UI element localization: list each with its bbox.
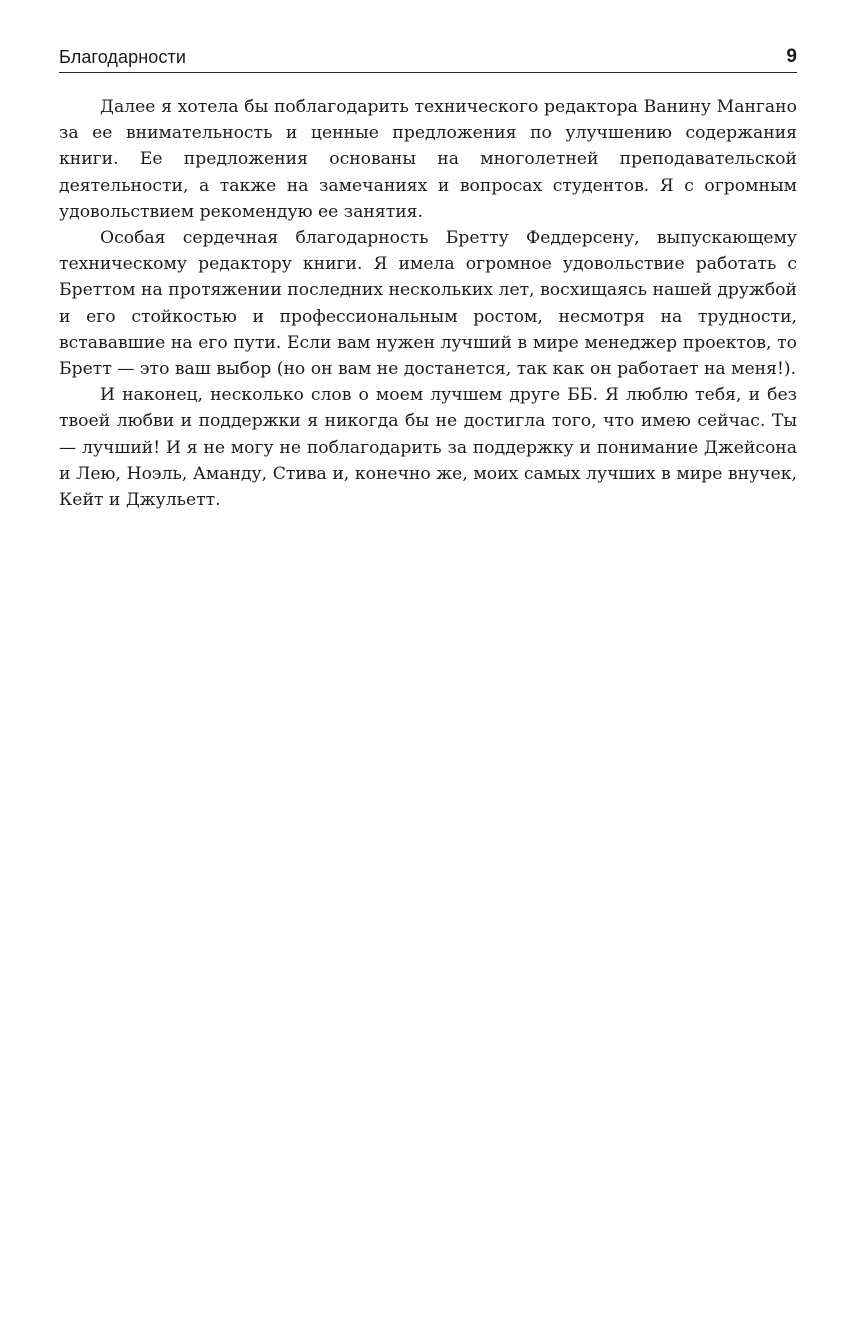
- paragraph-family: И наконец, несколько слов о моем лучшем друге ББ. Я люблю тебя, и без твоей любви и поддержки я никогда бы не достигла того, что имею сейчас. Ты — лучший! И я не могу не поблагодарить за поддержку и понимание Джейсона и Лею, Ноэль, Аманду, Стива и, конечно же, моих самых лучших в мире внучек, Кейт и Джульетт.: [59, 385, 797, 511]
- running-title: Благодарности: [59, 47, 186, 67]
- page-number: 9: [786, 46, 797, 67]
- paragraph-executive-editor: Особая сердечная благодарность Бретту Феддерсену, выпускающему техническому редактору книги. Я имела огромное удовольствие работать с Бреттом на протяжении последних нескольких лет, восхищаясь нашей дружбой и его стойкостью и профессиональным ростом, несмотря на трудности, встававшие на его пути. Если вам нужен лучший в мире менеджер проектов, то Бретт — это ваш выбор (но он вам не достанется, так как он работает на меня!).: [59, 228, 797, 380]
- body-text: [59, 94, 797, 513]
- running-header: [59, 44, 797, 73]
- paragraph-technical-editor: Далее я хотела бы поблагодарить технического редактора Ванину Мангано за ее внимательность и ценные предложения по улучшению содержания книги. Ее предложения основаны на многолетней преподавательской деятельности, а также на замечаниях и вопросах студентов. Я с огромным удовольствием рекомендую ее занятия.: [59, 97, 797, 222]
